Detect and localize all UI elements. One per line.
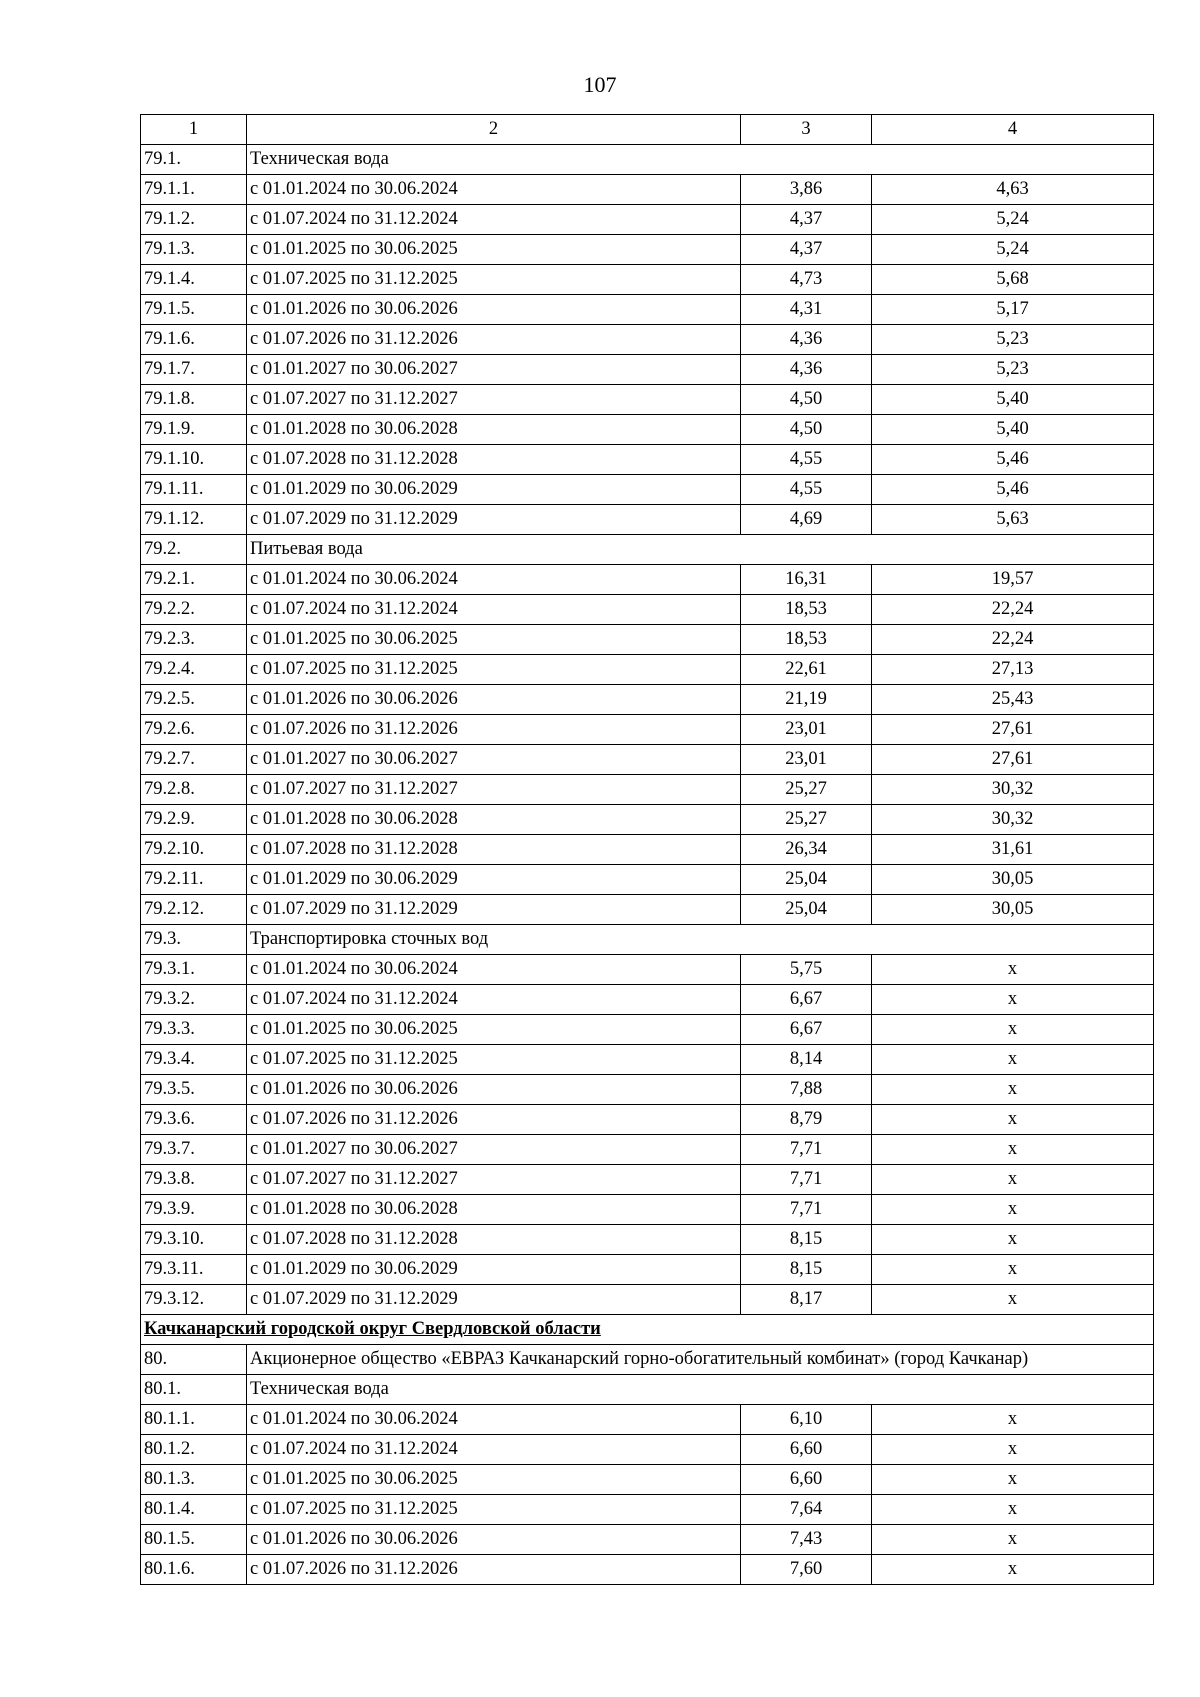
period-cell: с 01.07.2029 по 31.12.2029 [247,505,741,535]
value-col4: х [872,1465,1154,1495]
row-number: 79.1.4. [141,265,247,295]
value-col3: 4,50 [741,385,872,415]
period-cell: с 01.01.2026 по 30.06.2026 [247,1525,741,1555]
period-cell: с 01.07.2025 по 31.12.2025 [247,1495,741,1525]
row-number: 79.1.9. [141,415,247,445]
section-title: Питьевая вода [247,535,1154,565]
column-header: 4 [872,115,1154,145]
table-row [141,1075,1154,1105]
value-col4: х [872,1105,1154,1135]
table-row [141,295,1154,325]
section-row [141,1345,1154,1375]
row-number: 79.3.3. [141,1015,247,1045]
section-row [141,925,1154,955]
period-cell: с 01.01.2029 по 30.06.2029 [247,475,741,505]
value-col3: 21,19 [741,685,872,715]
value-col4: х [872,1255,1154,1285]
value-col3: 6,67 [741,1015,872,1045]
row-number: 79.3.5. [141,1075,247,1105]
period-cell: с 01.07.2028 по 31.12.2028 [247,835,741,865]
value-col3: 7,43 [741,1525,872,1555]
value-col3: 4,37 [741,205,872,235]
value-col4: 27,13 [872,655,1154,685]
value-col3: 4,55 [741,445,872,475]
value-col3: 4,69 [741,505,872,535]
period-cell: с 01.07.2029 по 31.12.2029 [247,895,741,925]
value-col4: 5,24 [872,235,1154,265]
table-row [141,1495,1154,1525]
row-number: 80.1.1. [141,1405,247,1435]
period-cell: с 01.07.2029 по 31.12.2029 [247,1285,741,1315]
row-number: 79.1.2. [141,205,247,235]
value-col4: х [872,1165,1154,1195]
row-number: 80.1.3. [141,1465,247,1495]
table-row [141,685,1154,715]
section-row [141,145,1154,175]
row-number: 79.2.11. [141,865,247,895]
value-col3: 3,86 [741,175,872,205]
period-cell: с 01.01.2024 по 30.06.2024 [247,1405,741,1435]
value-col4: 5,63 [872,505,1154,535]
value-col4: х [872,1495,1154,1525]
period-cell: с 01.01.2026 по 30.06.2026 [247,685,741,715]
period-cell: с 01.07.2027 по 31.12.2027 [247,775,741,805]
section-number: 80. [141,1345,247,1375]
table-row [141,205,1154,235]
table-row [141,1135,1154,1165]
row-number: 79.2.5. [141,685,247,715]
row-number: 79.2.8. [141,775,247,805]
value-col4: 5,46 [872,445,1154,475]
value-col4: х [872,1555,1154,1585]
value-col4: 30,32 [872,775,1154,805]
value-col4: 5,40 [872,385,1154,415]
value-col4: 5,23 [872,325,1154,355]
period-cell: с 01.07.2028 по 31.12.2028 [247,445,741,475]
period-cell: с 01.01.2027 по 30.06.2027 [247,745,741,775]
row-number: 79.2.9. [141,805,247,835]
table-row [141,865,1154,895]
value-col4: 5,68 [872,265,1154,295]
row-number: 79.3.10. [141,1225,247,1255]
row-number: 80.1.5. [141,1525,247,1555]
table-row [141,1405,1154,1435]
value-col4: 5,40 [872,415,1154,445]
value-col4: х [872,955,1154,985]
value-col4: 5,17 [872,295,1154,325]
region-row [141,1315,1154,1345]
value-col4: 22,24 [872,625,1154,655]
value-col3: 25,04 [741,895,872,925]
table-row [141,565,1154,595]
row-number: 79.1.10. [141,445,247,475]
period-cell: с 01.07.2024 по 31.12.2024 [247,1435,741,1465]
value-col3: 7,71 [741,1135,872,1165]
period-cell: с 01.01.2029 по 30.06.2029 [247,1255,741,1285]
value-col3: 8,14 [741,1045,872,1075]
value-col4: х [872,1015,1154,1045]
section-number: 79.3. [141,925,247,955]
table-row [141,475,1154,505]
value-col4: 27,61 [872,745,1154,775]
value-col4: 4,63 [872,175,1154,205]
row-number: 79.1.6. [141,325,247,355]
value-col3: 4,50 [741,415,872,445]
table-row [141,1225,1154,1255]
value-col4: х [872,1225,1154,1255]
value-col4: х [872,1045,1154,1075]
column-header: 2 [247,115,741,145]
value-col4: х [872,1525,1154,1555]
section-title: Техническая вода [247,1375,1154,1405]
section-row [141,1375,1154,1405]
value-col3: 22,61 [741,655,872,685]
period-cell: с 01.07.2026 по 31.12.2026 [247,1105,741,1135]
row-number: 79.3.2. [141,985,247,1015]
table-row [141,655,1154,685]
row-number: 79.2.12. [141,895,247,925]
period-cell: с 01.07.2028 по 31.12.2028 [247,1225,741,1255]
value-col3: 18,53 [741,625,872,655]
value-col3: 4,37 [741,235,872,265]
table-row [141,985,1154,1015]
value-col3: 16,31 [741,565,872,595]
row-number: 79.1.1. [141,175,247,205]
value-col4: х [872,1135,1154,1165]
column-header: 3 [741,115,872,145]
table-row [141,1435,1154,1465]
row-number: 79.2.10. [141,835,247,865]
region-title: Качканарский городской округ Свердловской области [141,1315,1154,1345]
row-number: 79.3.8. [141,1165,247,1195]
page-number: 107 [583,72,617,97]
value-col4: 30,05 [872,895,1154,925]
row-number: 79.3.9. [141,1195,247,1225]
period-cell: с 01.01.2027 по 30.06.2027 [247,355,741,385]
row-number: 79.3.4. [141,1045,247,1075]
tariff-table [140,114,1154,1585]
period-cell: с 01.07.2026 по 31.12.2026 [247,715,741,745]
value-col4: х [872,1405,1154,1435]
value-col3: 18,53 [741,595,872,625]
row-number: 79.1.8. [141,385,247,415]
period-cell: с 01.07.2027 по 31.12.2027 [247,385,741,415]
period-cell: с 01.01.2024 по 30.06.2024 [247,175,741,205]
tariff-table-body [141,115,1154,1585]
value-col3: 8,15 [741,1225,872,1255]
row-number: 79.2.6. [141,715,247,745]
row-number: 79.3.1. [141,955,247,985]
table-row [141,835,1154,865]
row-number: 79.2.2. [141,595,247,625]
section-number: 79.2. [141,535,247,565]
period-cell: с 01.01.2024 по 30.06.2024 [247,565,741,595]
table-header-row [141,115,1154,145]
value-col3: 4,36 [741,325,872,355]
value-col4: х [872,1075,1154,1105]
table-row [141,265,1154,295]
table-row [141,355,1154,385]
period-cell: с 01.01.2025 по 30.06.2025 [247,1465,741,1495]
value-col4: х [872,985,1154,1015]
period-cell: с 01.07.2024 по 31.12.2024 [247,205,741,235]
section-title: Техническая вода [247,145,1154,175]
table-row [141,775,1154,805]
table-row [141,895,1154,925]
section-title: Акционерное общество «ЕВРАЗ Качканарский горно-обогатительный комбинат» (город Качканар) [247,1345,1154,1375]
period-cell: с 01.07.2026 по 31.12.2026 [247,325,741,355]
table-row [141,385,1154,415]
table-row [141,715,1154,745]
value-col4: 5,46 [872,475,1154,505]
value-col4: х [872,1435,1154,1465]
table-row [141,175,1154,205]
value-col3: 6,60 [741,1465,872,1495]
value-col3: 23,01 [741,715,872,745]
row-number: 79.2.7. [141,745,247,775]
value-col3: 6,67 [741,985,872,1015]
value-col4: 30,05 [872,865,1154,895]
table-row [141,595,1154,625]
period-cell: с 01.01.2027 по 30.06.2027 [247,1135,741,1165]
value-col3: 23,01 [741,745,872,775]
table-row [141,1165,1154,1195]
period-cell: с 01.07.2024 по 31.12.2024 [247,985,741,1015]
row-number: 79.3.11. [141,1255,247,1285]
period-cell: с 01.07.2025 по 31.12.2025 [247,655,741,685]
value-col3: 25,04 [741,865,872,895]
value-col3: 7,71 [741,1165,872,1195]
value-col3: 4,31 [741,295,872,325]
value-col4: 22,24 [872,595,1154,625]
table-row [141,1045,1154,1075]
value-col4: 5,23 [872,355,1154,385]
row-number: 79.1.11. [141,475,247,505]
section-row [141,535,1154,565]
value-col4: х [872,1285,1154,1315]
column-header: 1 [141,115,247,145]
row-number: 80.1.2. [141,1435,247,1465]
period-cell: с 01.01.2026 по 30.06.2026 [247,295,741,325]
period-cell: с 01.07.2024 по 31.12.2024 [247,595,741,625]
period-cell: с 01.07.2027 по 31.12.2027 [247,1165,741,1195]
period-cell: с 01.01.2028 по 30.06.2028 [247,805,741,835]
table-row [141,235,1154,265]
row-number: 79.3.6. [141,1105,247,1135]
table-row [141,1465,1154,1495]
row-number: 79.1.3. [141,235,247,265]
period-cell: с 01.07.2026 по 31.12.2026 [247,1555,741,1585]
value-col3: 8,79 [741,1105,872,1135]
period-cell: с 01.01.2028 по 30.06.2028 [247,415,741,445]
table-row [141,1285,1154,1315]
period-cell: с 01.01.2029 по 30.06.2029 [247,865,741,895]
section-number: 80.1. [141,1375,247,1405]
value-col3: 7,64 [741,1495,872,1525]
period-cell: с 01.07.2025 по 31.12.2025 [247,1045,741,1075]
table-row [141,325,1154,355]
value-col3: 26,34 [741,835,872,865]
table-row [141,1555,1154,1585]
row-number: 79.2.1. [141,565,247,595]
row-number: 79.2.4. [141,655,247,685]
period-cell: с 01.07.2025 по 31.12.2025 [247,265,741,295]
value-col4: 5,24 [872,205,1154,235]
table-row [141,415,1154,445]
row-number: 80.1.6. [141,1555,247,1585]
period-cell: с 01.01.2028 по 30.06.2028 [247,1195,741,1225]
table-row [141,955,1154,985]
row-number: 79.3.12. [141,1285,247,1315]
value-col4: 30,32 [872,805,1154,835]
section-number: 79.1. [141,145,247,175]
value-col3: 7,71 [741,1195,872,1225]
value-col3: 4,36 [741,355,872,385]
period-cell: с 01.01.2025 по 30.06.2025 [247,235,741,265]
value-col3: 6,60 [741,1435,872,1465]
table-row [141,745,1154,775]
table-row [141,445,1154,475]
value-col3: 6,10 [741,1405,872,1435]
section-title: Транспортировка сточных вод [247,925,1154,955]
row-number: 79.2.3. [141,625,247,655]
value-col4: 27,61 [872,715,1154,745]
row-number: 79.3.7. [141,1135,247,1165]
value-col4: 31,61 [872,835,1154,865]
row-number: 79.1.5. [141,295,247,325]
table-row [141,1105,1154,1135]
value-col3: 25,27 [741,775,872,805]
table-row [141,1255,1154,1285]
period-cell: с 01.01.2024 по 30.06.2024 [247,955,741,985]
value-col3: 5,75 [741,955,872,985]
table-row [141,1195,1154,1225]
value-col3: 8,15 [741,1255,872,1285]
table-row [141,625,1154,655]
value-col4: 19,57 [872,565,1154,595]
table-row [141,805,1154,835]
value-col3: 4,55 [741,475,872,505]
value-col4: х [872,1195,1154,1225]
value-col3: 7,88 [741,1075,872,1105]
value-col3: 8,17 [741,1285,872,1315]
value-col3: 4,73 [741,265,872,295]
table-row [141,1015,1154,1045]
period-cell: с 01.01.2026 по 30.06.2026 [247,1075,741,1105]
row-number: 80.1.4. [141,1495,247,1525]
value-col4: 25,43 [872,685,1154,715]
period-cell: с 01.01.2025 по 30.06.2025 [247,625,741,655]
row-number: 79.1.7. [141,355,247,385]
period-cell: с 01.01.2025 по 30.06.2025 [247,1015,741,1045]
value-col3: 7,60 [741,1555,872,1585]
value-col3: 25,27 [741,805,872,835]
row-number: 79.1.12. [141,505,247,535]
table-row [141,505,1154,535]
table-row [141,1525,1154,1555]
